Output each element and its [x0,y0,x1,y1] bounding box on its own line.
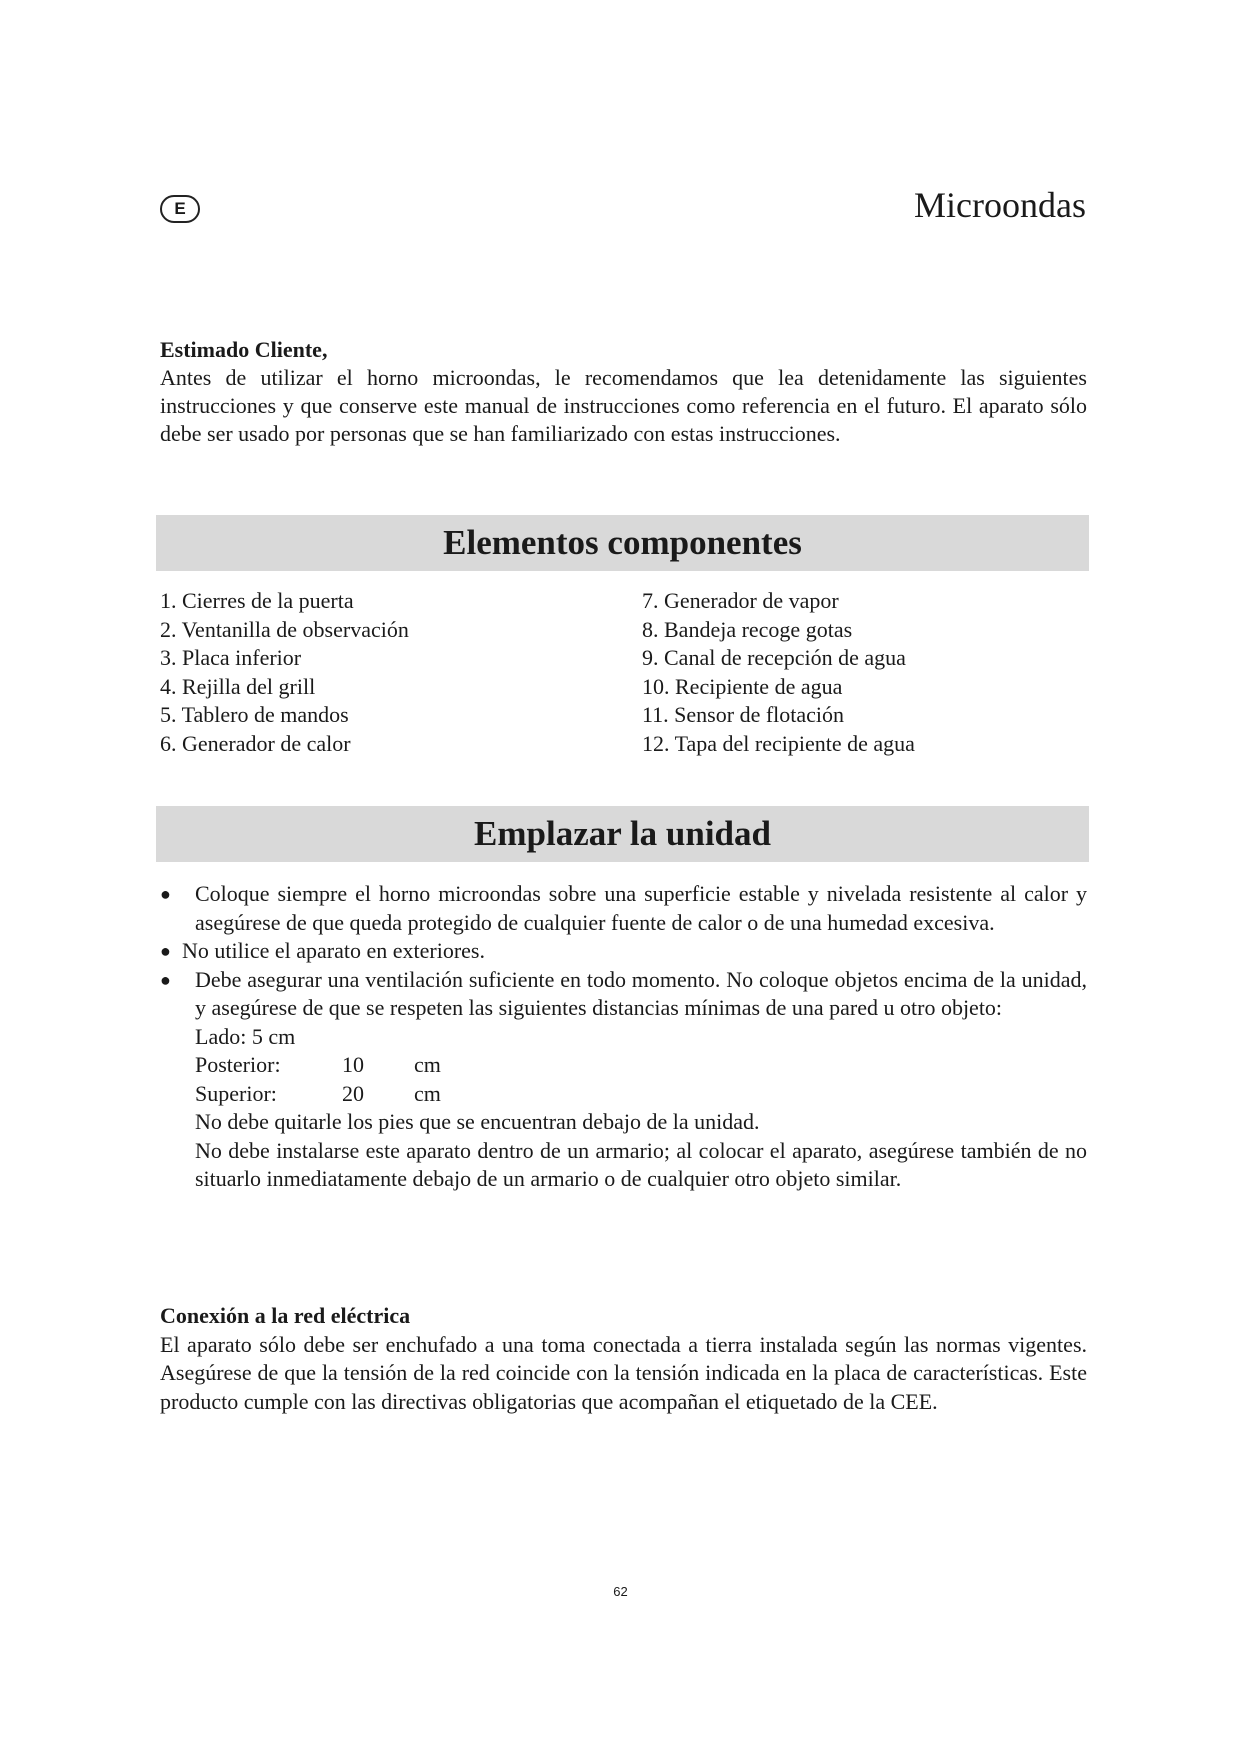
language-badge: E [160,195,200,223]
component-item: 5. Tablero de mandos [160,702,349,727]
component-item: 10. Recipiente de agua [642,673,843,699]
connection-body: El aparato sólo debe ser enchufado a una toma conectada a tierra instalada según las normas vigentes. Asegúrese de que la tensión de la red coincide con la tensión indicada en la placa de características. Este producto cumple con las directivas obligatorias que acompañan el etiquetado de la CEE. [160,1331,1087,1414]
intro-section [160,336,1087,448]
feet-note: No debe quitarle los pies que se encuentran debajo de la unidad. [195,1109,760,1134]
components-column-right [642,587,1087,758]
connection-title: Conexión a la red eléctrica [160,1303,411,1328]
placement-heading: Emplazar la unidad [156,806,1089,862]
distance-value: 20 [342,1080,364,1106]
component-item: 3. Placa inferior [160,645,302,670]
placement-item-outdoors [160,937,1087,966]
bullet-icon: ● [160,884,171,904]
bullet-icon: ● [160,941,171,961]
component-item: 6. Generador de calor [160,730,351,756]
component-item: 9. Canal de recepción de agua [642,645,906,670]
page-number: 62 [613,1584,628,1599]
distance-unit: cm [414,1080,441,1106]
placement-item-body [195,966,1087,1194]
connection-section [160,1302,1087,1416]
placement-section [160,880,1087,1194]
placement-item-text: Debe asegurar una ventilación suficiente en todo momento. No coloque objetos encima de la unidad, y asegúrese de que se respeten las siguientes distancias mínimas de una pared u otro objeto: [195,966,1087,1020]
placement-item-text: Coloque siempre el horno microondas sobre una superficie estable y nivelada resistente al calor y asegúrese de que queda protegido de cualquier fuente de calor o de una humedad excesiva. [195,881,1087,935]
bullet-icon: ● [160,969,171,990]
component-item: 8. Bandeja recoge gotas [642,616,853,642]
cabinet-note: No debe instalarse este aparato dentro de un armario; al colocar el aparato, asegúrese también de no situarlo inmediatamente debajo de un armario o de cualquier otro objeto similar. [195,1137,1087,1191]
distance-unit: cm [414,1052,441,1077]
component-item: 7. Generador de vapor [642,588,839,613]
components-list [160,587,1087,758]
intro-greeting: Estimado Cliente, [160,337,328,362]
components-heading: Elementos componentes [156,515,1089,571]
page-title: Microondas [914,185,1086,225]
distance-value: 10 [342,1052,364,1077]
distance-superior [195,1080,1087,1109]
distance-label: Posterior: [195,1052,281,1077]
component-item: 1. Cierres de la puerta [160,588,354,613]
placement-item-surface [160,880,1087,937]
component-item: 12. Tapa del recipiente de agua [642,730,915,756]
placement-item-text: No utilice el aparato en exteriores. [182,938,485,963]
component-item: 11. Sensor de flotación [642,702,845,727]
distance-label: Superior: [195,1080,277,1106]
component-item: 2. Ventanilla de observación [160,616,409,642]
components-column-left [160,587,642,758]
distance-lado: Lado: 5 cm [195,1023,296,1049]
distance-posterior [195,1051,1087,1080]
intro-body: Antes de utilizar el horno microondas, le recomendamos que lea detenidamente las siguientes instrucciones y que conserve este manual de instrucciones como referencia en el futuro. El aparato sólo debe ser usado por personas que se han familiarizado con estas instrucciones. [160,365,1087,446]
component-item: 4. Rejilla del grill [160,673,316,699]
placement-item-ventilation [160,966,1087,1194]
